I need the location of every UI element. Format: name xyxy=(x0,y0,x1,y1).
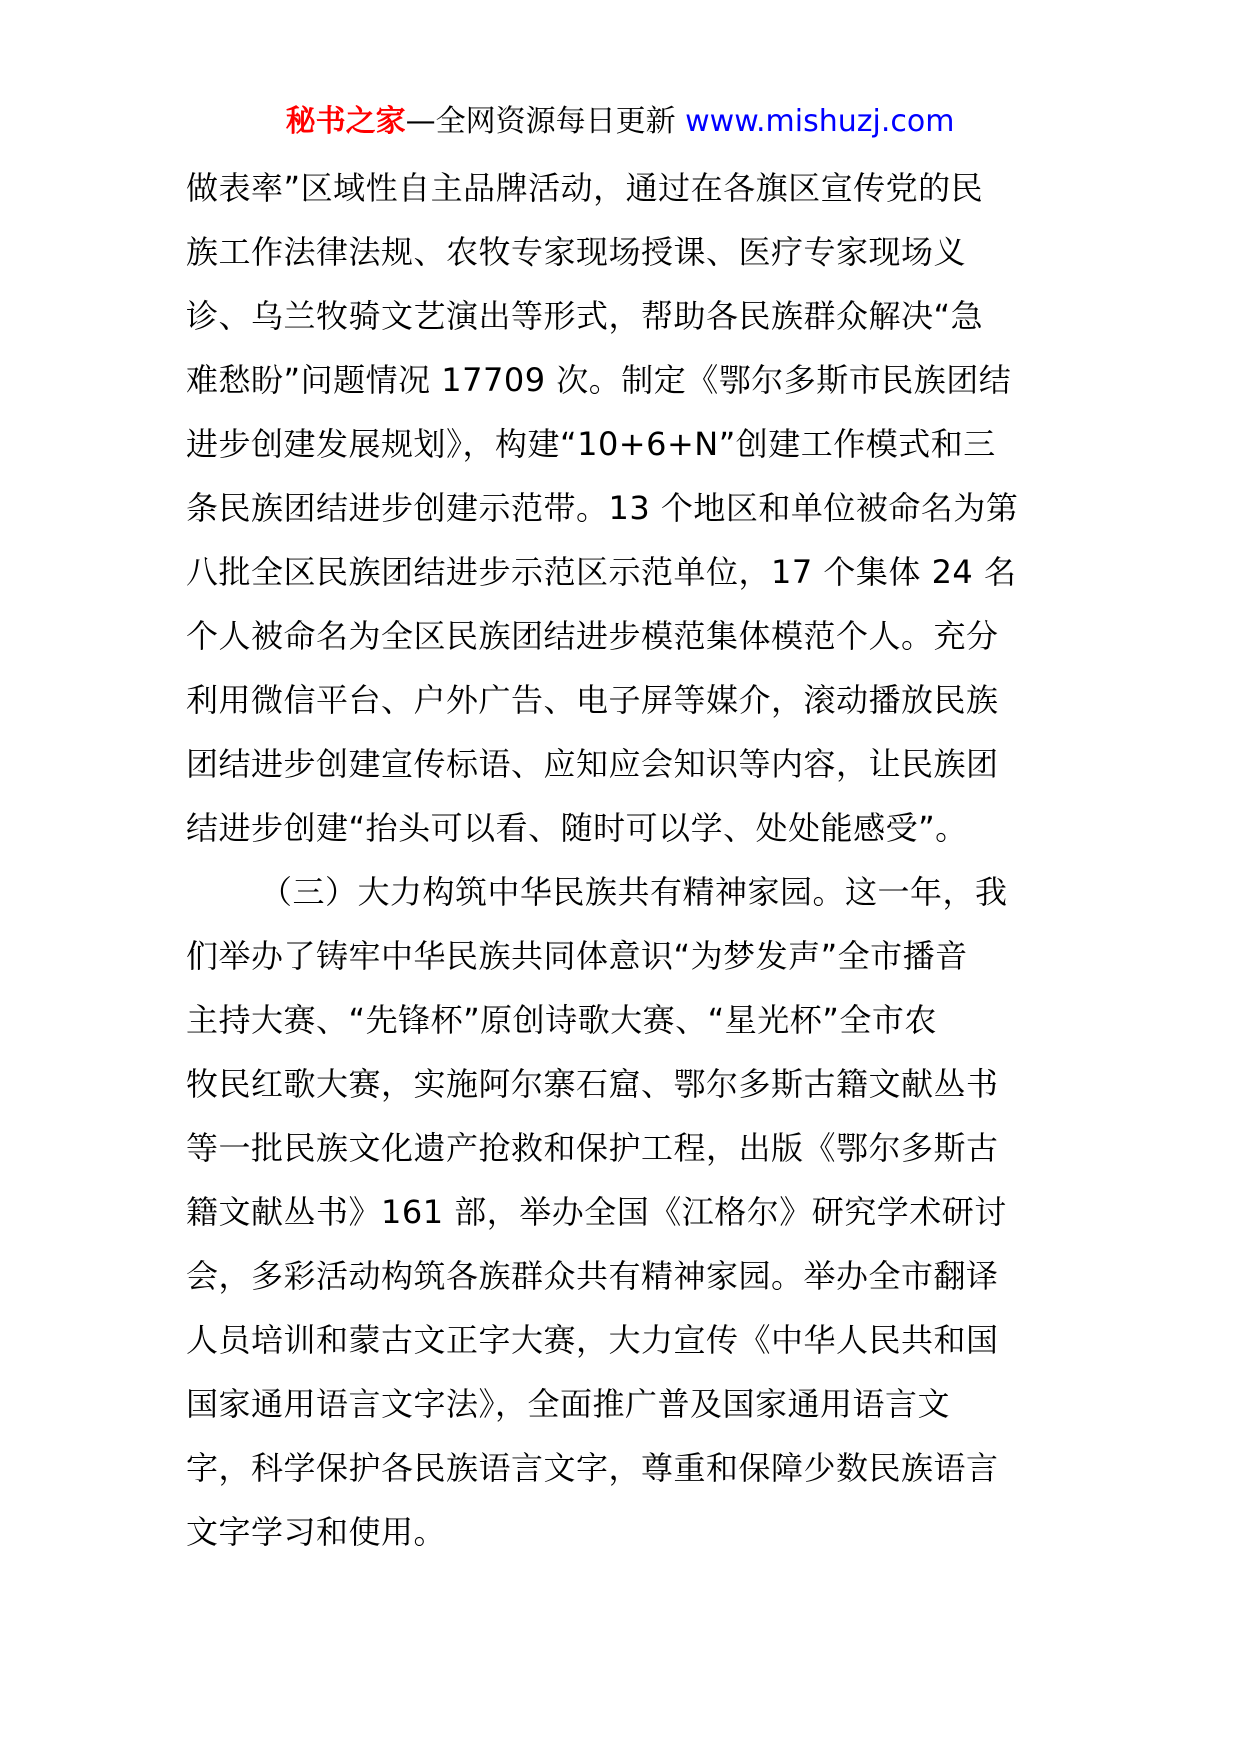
text-line: 利用微信平台、户外广告、电子屏等媒介，滚动播放民族 xyxy=(186,681,999,719)
text-line: 籍文献丛书》161 部，举办全国《江格尔》研究学术研讨 xyxy=(186,1193,1007,1231)
header-url-link[interactable]: www.mishuzj.com xyxy=(685,104,955,139)
text-line: 族工作法律法规、农牧专家现场授课、医疗专家现场义 xyxy=(186,233,967,271)
text-line: 文字学习和使用。 xyxy=(186,1513,447,1551)
text-line: 们举办了铸牢中华民族共同体意识“为梦发声”全市播音 xyxy=(186,937,968,975)
text-line: 等一批民族文化遗产抢救和保护工程，出版《鄂尔多斯古 xyxy=(186,1129,999,1167)
text-line: 诊、乌兰牧骑文艺演出等形式，帮助各民族群众解决“急 xyxy=(186,297,984,335)
text-line: 人员培训和蒙古文正字大赛，大力宣传《中华人民共和国 xyxy=(186,1321,999,1359)
text-line: 牧民红歌大赛，实施阿尔寨石窟、鄂尔多斯古籍文献丛书 xyxy=(186,1065,999,1103)
text-line: 结进步创建“抬头可以看、随时可以学、处处能感受”。 xyxy=(186,809,968,847)
page-header xyxy=(0,102,1240,142)
header-brand: 秘书之家 xyxy=(285,104,406,139)
header-tagline: —全网资源每日更新 xyxy=(405,104,676,139)
text-line: 会，多彩活动构筑各族群众共有精神家园。举办全市翻译 xyxy=(186,1257,999,1295)
text-line: 团结进步创建宣传标语、应知应会知识等内容，让民族团 xyxy=(186,745,999,783)
text-line: 个人被命名为全区民族团结进步模范集体模范个人。充分 xyxy=(186,617,999,655)
document-body xyxy=(186,156,1058,1564)
text-line: 国家通用语言文字法》，全面推广普及国家通用语言文 xyxy=(186,1385,951,1423)
section-heading-line: （三）大力构筑中华民族共有精神家园。这一年，我 xyxy=(260,873,1008,911)
text-line: 做表率”区域性自主品牌活动，通过在各旗区宣传党的民 xyxy=(186,169,984,207)
text-line: 主持大赛、“先锋杯”原创诗歌大赛、“星光杯”全市农 xyxy=(186,1001,937,1039)
text-line: 条民族团结进步创建示范带。13 个地区和单位被命名为第 xyxy=(186,489,1019,527)
text-line: 难愁盼”问题情况 17709 次。制定《鄂尔多斯市民族团结 xyxy=(186,361,1012,399)
text-line: 字，科学保护各民族语言文字，尊重和保障少数民族语言 xyxy=(186,1449,999,1487)
text-line: 八批全区民族团结进步示范区示范单位，17 个集体 24 名 xyxy=(186,553,1017,591)
text-line: 进步创建发展规划》，构建“10+6+N”创建工作模式和三 xyxy=(186,425,996,463)
